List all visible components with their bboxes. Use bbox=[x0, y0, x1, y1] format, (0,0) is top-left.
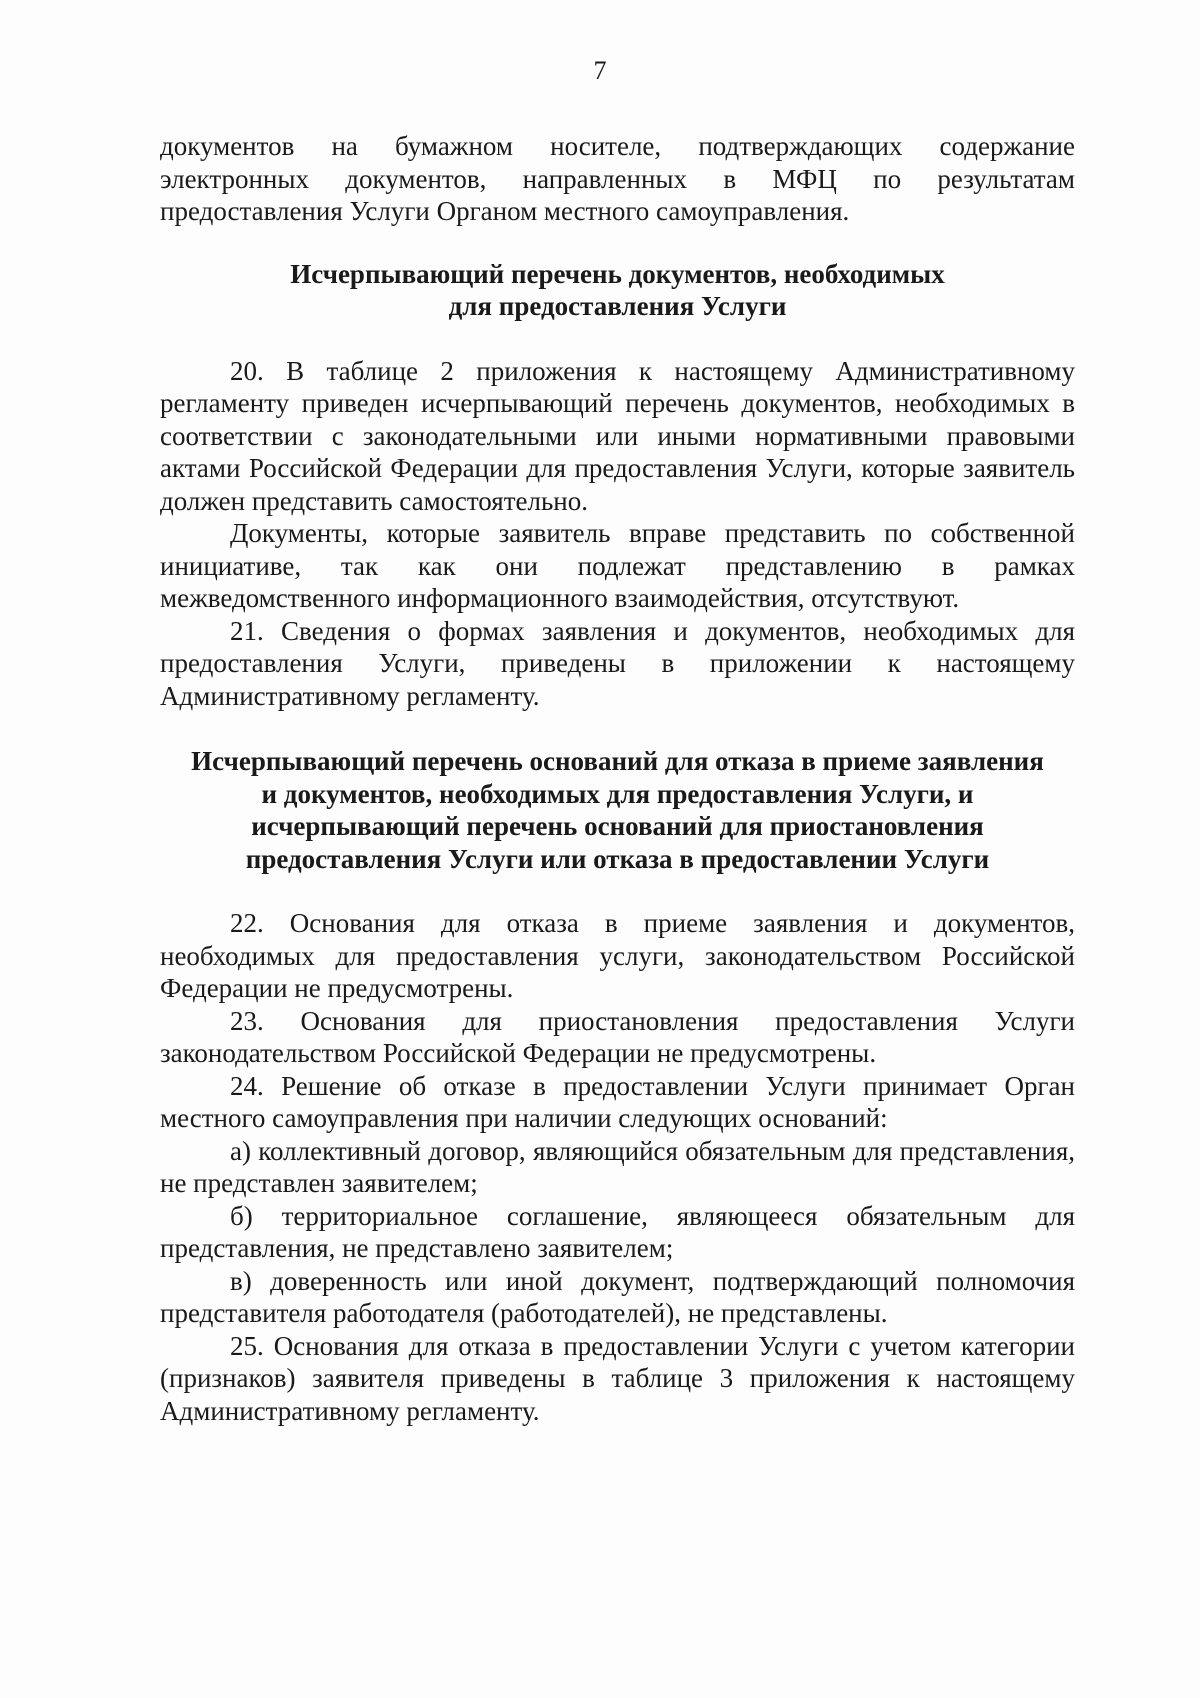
section-1-heading bbox=[160, 258, 1075, 323]
paragraph-documents-own-initiative: Документы, которые заявитель вправе представить по собственной инициативе, так как они подлежат представлению в рамках межведомственного информационного взаимодействия, отсутствуют. bbox=[160, 518, 1075, 613]
section-1-heading-line-2: для предоставления Услуги bbox=[448, 291, 787, 321]
paragraph-25: 25. Основания для отказа в предоставлении Услуги с учетом категории (признаков) заявителя приведены в таблице 3 приложения к настоящему Административному регламенту. bbox=[160, 1330, 1075, 1426]
list-item-b: б) территориальное соглашение, являющееся обязательным для представления, не представлено заявителем; bbox=[160, 1200, 1075, 1263]
section-2-heading bbox=[160, 745, 1075, 875]
list-item-c: в) доверенность или иной документ, подтверждающий полномочия представителя работодателя (работодателей), не представлены. bbox=[160, 1265, 1075, 1328]
section-1-body bbox=[160, 355, 1075, 713]
section-2-body bbox=[160, 907, 1075, 1427]
section-2-heading-line-4: предоставления Услуги или отказа в предоставлении Услуги bbox=[245, 843, 990, 874]
intro-paragraph: документов на бумажном носителе, подтверждающих содержание электронных документов, направленных в МФЦ по результатам предоставления Услуги Органом местного самоуправления. bbox=[160, 131, 1075, 226]
paragraph-20: 20. В таблице 2 приложения к настоящему Административному регламенту приведен исчерпывающий перечень документов, необходимых в соответствии с законодательными или иными нормативными правовыми актами Российской Федерации для предоставления Услуги, которые заявитель должен представить самостоятельно. bbox=[160, 355, 1075, 516]
list-item-a: а) коллективный договор, являющийся обязательным для представления, не представлен заявителем; bbox=[160, 1135, 1075, 1198]
section-2-heading-line-3: исчерпывающий перечень оснований для приостановления bbox=[251, 811, 984, 841]
section-2-heading-line-2: и документов, необходимых для предоставления Услуги, и bbox=[261, 778, 974, 809]
paragraph-22: 22. Основания для отказа в приеме заявления и документов, необходимых для предоставления услуги, законодательством Российской Федерации не предусмотрены. bbox=[160, 908, 1075, 1003]
paragraph-21: 21. Сведения о формах заявления и документов, необходимых для предоставления Услуги, приведены в приложении к настоящему Административному регламенту. bbox=[160, 615, 1075, 711]
section-1-heading-line-1: Исчерпывающий перечень документов, необходимых bbox=[290, 258, 945, 289]
section-2-heading-line-1: Исчерпывающий перечень оснований для отказа в приеме заявления bbox=[191, 746, 1044, 776]
document-body bbox=[160, 130, 1075, 1427]
paragraph-23: 23. Основания для приостановления предоставления Услуги законодательством Российской Федерации не предусмотрены. bbox=[160, 1005, 1075, 1068]
page-number: 7 bbox=[593, 56, 607, 85]
paragraph-24: 24. Решение об отказе в предоставлении Услуги принимает Орган местного самоуправления при наличии следующих оснований: bbox=[160, 1070, 1075, 1133]
